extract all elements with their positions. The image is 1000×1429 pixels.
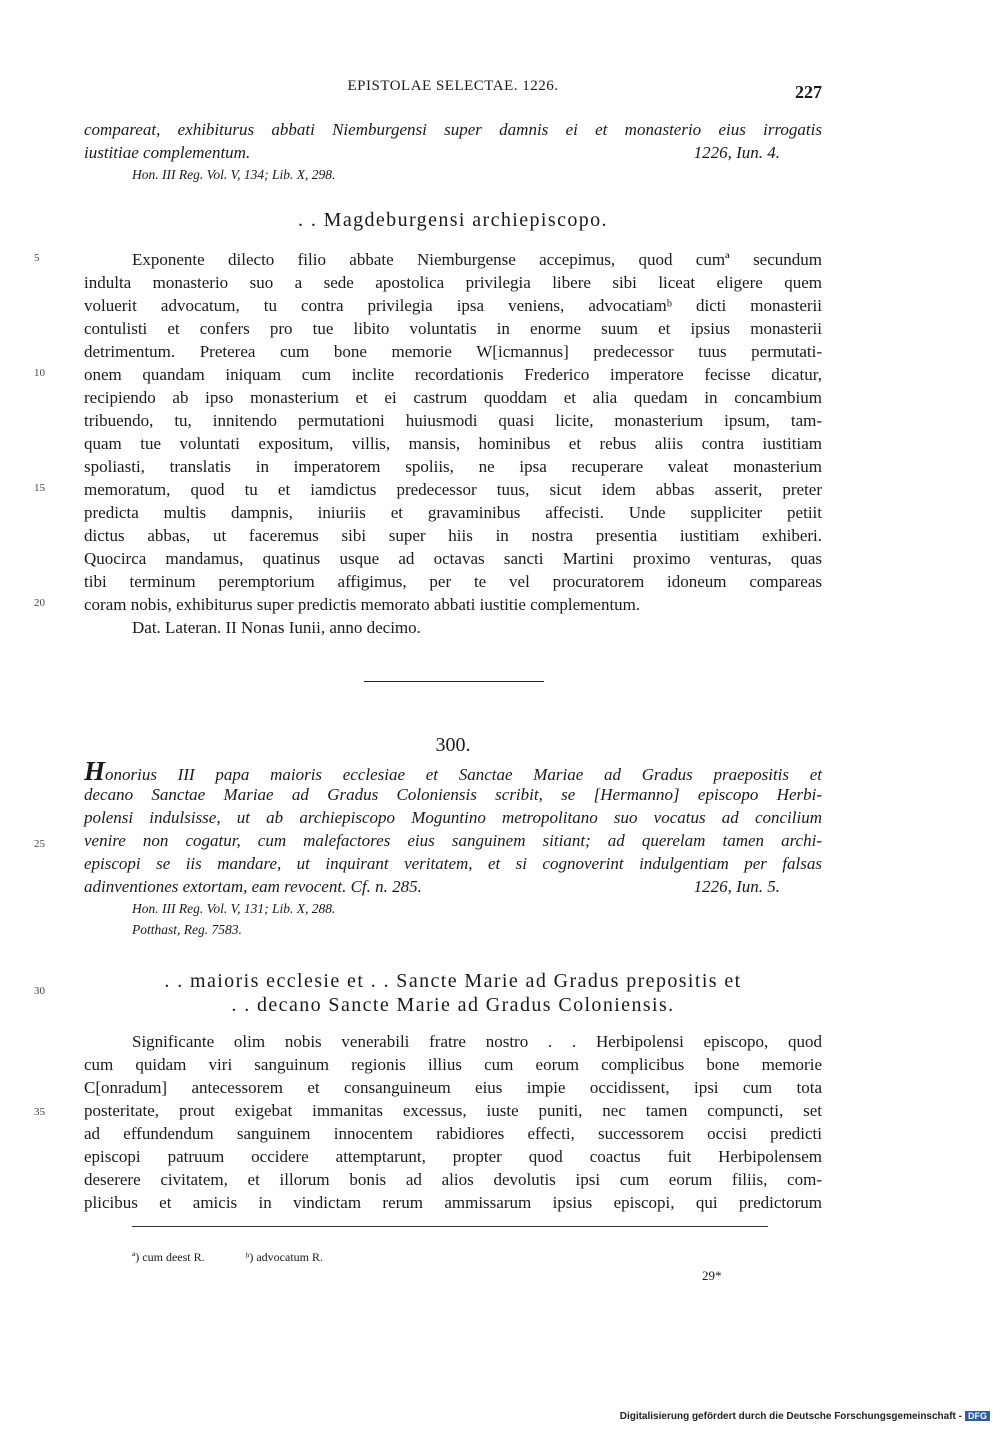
margin-line-number: 20 xyxy=(34,597,45,609)
summary-line: episcopi se iis mandare, ut inquirant veritatem, et si cognoverint indulgentiam per falsas xyxy=(84,854,822,873)
summary-line: decano Sanctae Mariae ad Gradus Coloniensis scribit, se [Hermanno] episcopo Herbi- xyxy=(84,785,822,804)
summary-line xyxy=(84,875,822,898)
body-line: onem quandam iniquam cum inclite recordationis Frederico imperatore fecisse dicatur, xyxy=(84,365,822,384)
intro-line xyxy=(84,141,822,164)
drop-capital: H xyxy=(84,756,106,786)
body-line: memoratum, quod tu et iamdictus predecessor tuus, sicut idem abbas asserit, preter xyxy=(84,480,822,499)
body-line: quam tue voluntati expositum, villis, mansis, hominibus et rebus aliis contra iustitiam xyxy=(84,434,822,453)
running-title: EPISTOLAE SELECTAE. 1226. xyxy=(347,78,559,94)
body-line: predicta multis dampnis, iniuriis et gravaminibus affecisti. Unde suppliciter petiit xyxy=(84,503,822,522)
summary-line: polensi indulsisse, ut ab archiepiscopo Moguntino metropolitano suo vocatus ad concilium xyxy=(84,808,822,827)
body-line: episcopi patruum occidere attemptarunt, propter quod coactus fuit Herbipolensem xyxy=(84,1147,822,1166)
body-line: detrimentum. Preterea cum bone memorie W[icmannus] predecessor tuus permutati- xyxy=(84,342,822,361)
intro-date: 1226, Iun. 4. xyxy=(693,143,780,162)
dfg-logo: DFG xyxy=(965,1411,990,1421)
summary-line: venire non cogatur, cum malefactores eius sanguinem sitiant; ad querelam tamen archi- xyxy=(84,831,822,850)
letter2-body xyxy=(84,1030,822,1214)
footnote-a: ª) cum deest R. xyxy=(132,1250,205,1264)
summary-line xyxy=(84,756,822,786)
body-line: tibi terminum peremptorium affigimus, per te vel procuratorem idoneum compareas xyxy=(84,572,822,591)
intro-source: Hon. III Reg. Vol. V, 134; Lib. X, 298. xyxy=(132,167,336,182)
body-line: indulta monasterio suo a sede apostolica privilegia libere sibi liceat eligere quem xyxy=(84,273,822,292)
footnotes xyxy=(132,1250,361,1265)
body-line: spoliasti, translatis in imperatorem spoliis, ne ipsa recuperare valeat monasterium xyxy=(84,457,822,476)
body-line: dictus abbas, ut faceremus sibi super hiis in nostra presentia iustitiam exhiberi. xyxy=(84,526,822,545)
body-line: voluerit advocatum, tu contra privilegia ipsa veniens, advocatiamᵇ dicti monasterii xyxy=(84,296,822,315)
doc300-summary xyxy=(84,756,822,940)
doc300-date: 1226, Iun. 5. xyxy=(693,877,780,896)
letter1-body xyxy=(84,248,822,639)
footnote-rule xyxy=(132,1226,768,1227)
body-line: recipiendo ab ipso monasterium et ei castrum quoddam et alia quedam in concambium xyxy=(84,388,822,407)
source-reference: Potthast, Reg. 7583. xyxy=(132,922,242,937)
body-line: cum quidam viri sanguinum regionis illius cum eorum complicibus bone memorie xyxy=(84,1055,822,1074)
body-line: plicibus et amicis in vindictam rerum ammissarum ipsius episcopi, qui predictorum xyxy=(84,1193,822,1212)
dating-clause: Dat. Lateran. II Nonas Iunii, anno decimo. xyxy=(132,618,421,637)
margin-line-number: 10 xyxy=(34,367,45,379)
letter2-heading-line2: . . decano Sancte Marie ad Gradus Coloniensis. xyxy=(231,994,675,1016)
body-line: Quocirca mandamus, quatinus usque ad octavas sancti Martini proximo venturas, quas xyxy=(84,549,822,568)
body-line: posteritate, prout exigebat immanitas excessus, iuste puniti, nec tamen compuncti, set xyxy=(84,1101,822,1120)
sheet-signature: 29* xyxy=(702,1268,722,1283)
intro-line: compareat, exhibiturus abbati Niemburgensi super damnis ei et monasterio eius irrogatis xyxy=(84,120,822,139)
summary-text: onorius III papa maioris ecclesiae et Sanctae Mariae ad Gradus praepositis et xyxy=(105,765,822,784)
body-line: contulisti et confers pro tue libito voluntatis in enorme suum et ipsius monasterii xyxy=(84,319,822,338)
letter1-heading: . . Magdeburgensi archiepiscopo. xyxy=(298,209,608,231)
body-line: Exponente dilecto filio abbate Niemburgense accepimus, quod cumª secundum xyxy=(132,250,822,269)
footnote-b: ᵇ) advocatum R. xyxy=(245,1250,324,1264)
intro-line-text: iustitiae complementum. xyxy=(84,143,251,162)
letter2-heading-line1: . . maioris ecclesie et . . Sancte Marie ad Gradus prepositis et xyxy=(164,970,742,992)
source-reference: Hon. III Reg. Vol. V, 131; Lib. X, 288. xyxy=(132,901,336,916)
margin-line-number: 5 xyxy=(34,252,40,264)
running-head xyxy=(84,78,822,102)
body-line: ad effundendum sanguinem innocentem rabidiores effecti, successorem occisi predicti xyxy=(84,1124,822,1143)
body-line: tribuendo, tu, innitendo permutationi huiusmodi quasi licite, monasterium ipsum, tam- xyxy=(84,411,822,430)
intro-summary xyxy=(84,118,822,185)
document-number: 300. xyxy=(435,734,471,756)
margin-line-number: 35 xyxy=(34,1106,45,1118)
page-number: 227 xyxy=(795,82,822,102)
margin-line-number: 15 xyxy=(34,482,45,494)
section-separator xyxy=(364,681,544,682)
body-line: deserere civitatem, et illorum bonis ad alios devolutis ipsi cum eorum filiis, com- xyxy=(84,1170,822,1189)
summary-text: adinventiones extortam, eam revocent. Cf. n. 285. xyxy=(84,877,422,896)
body-line: C[onradum] antecessorem et consanguineum eius impie occidissent, ipsi cum tota xyxy=(84,1078,822,1097)
margin-line-number: 25 xyxy=(34,838,45,850)
body-line: Significante olim nobis venerabili fratre nostro . . Herbipolensi episcopo, quod xyxy=(132,1032,822,1051)
digitization-credit xyxy=(620,1411,990,1422)
margin-line-number: 30 xyxy=(34,985,45,997)
digitization-note: Digitalisierung gefördert durch die Deutsche Forschungsgemeinschaft - xyxy=(619,1411,962,1422)
body-line: coram nobis, exhibiturus super predictis memorato abbati iustitie complementum. xyxy=(84,595,641,614)
